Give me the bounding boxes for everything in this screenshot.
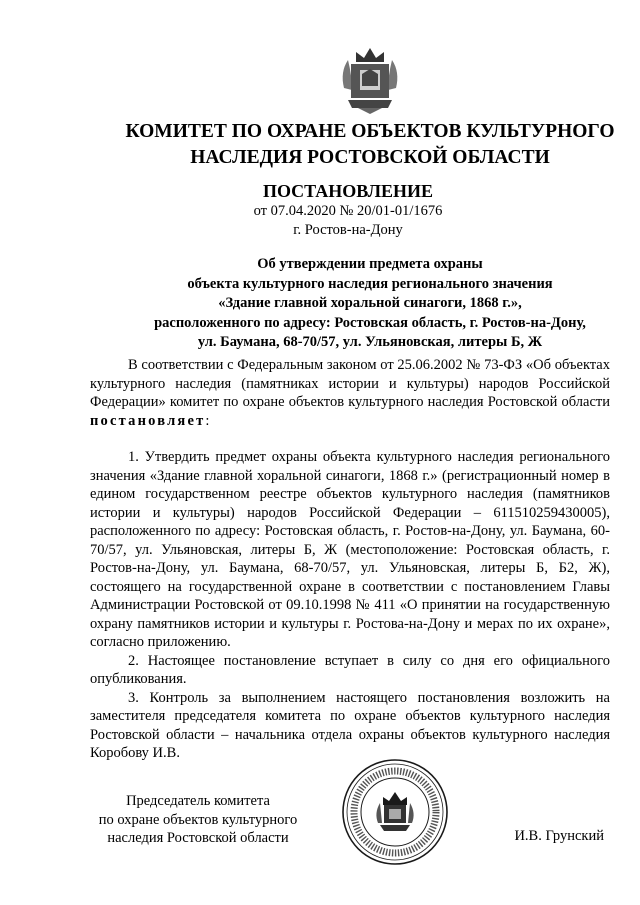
subject-line-2: объекта культурного наследия регионального значения [187,275,553,292]
resolves-word: постановляет [90,412,206,429]
document-city: г. Ростов-на-Дону [293,222,403,238]
item-3-paragraph: 3. Контроль за выполнением настоящего постановления возложить на заместителя председателя комитета по охране объектов культурного наследия Ростовской области – начальника отдела охраны объектов культурного наследия Коробову И.В. [90,689,610,761]
official-stamp [340,757,450,872]
signatory-title-line-3: наследия Ростовской области [107,830,289,846]
document-type: ПОСТАНОВЛЕНИЕ [262,181,434,201]
signatory-title [88,792,308,848]
resolves-suffix: : [205,412,210,429]
document-date-number: от 07.04.2020 № 20/01-01/1676 [253,203,443,219]
subject-line-4: расположенного по адресу: Ростовская область, г. Ростов-на-Дону, [154,314,586,331]
subject-line-1: Об утверждении предмета охраны [257,256,483,272]
document-subject [90,255,640,353]
signatory-name: И.В. Грунский [514,828,604,844]
committee-name-line-1: КОМИТЕТ ПО ОХРАНЕ ОБЪЕКТОВ КУЛЬТУРНОГО [125,121,615,142]
committee-name-line-2: НАСЛЕДИЯ РОСТОВСКОЙ ОБЛАСТИ [190,147,550,168]
subject-line-3: «Здание главной хоральной синагоги, 1868 г.», [218,295,522,311]
preamble-text: В соответствии с Федеральным законом от 25.06.2002 № 73-ФЗ «Об объектах культурного наследия (памятниках истории и культуры) народов Российской Федерации» комитет по охране объектов культурного наследия Ростовской области [90,357,610,410]
signatory-title-line-2: по охране объектов культурного [98,811,298,828]
document-meta [238,202,458,240]
committee-name [100,119,640,171]
item-2-paragraph: 2. Настоящее постановление вступает в силу со дня его официального опубликования. [90,652,610,687]
coat-of-arms-emblem [338,42,402,119]
item-1-paragraph: 1. Утвердить предмет охраны объекта культурного наследия регионального значения «Здание главной хоральной синагоги, 1868 г.» (регистрационный номер в едином государственном реестре объектов культурного наследия (памятников истории и культуры) народов Российской Федерации – 611510259430005), расположенного по адресу: Ростовская область, г. Ростов-на-Дону, ул. Баумана, 60-70/57, ул. Ульяновская, литеры Б, Ж (местоположение: Ростовская область, г. Ростов-на-Дону, ул. Баумана, 68-70/57, ул. Ульяновская, литеры Б, Б2, Ж), состоящего на государственной охране в соответствии с постановлением Главы Администрации Ростовской от 09.10.1998 № 411 «О принятии на государственную охрану памятников истории и культуры г. Ростова-на-Дону и мерах по их охране», согласно приложению. [90,449,610,650]
document-body [90,356,610,763]
subject-line-5: ул. Баумана, 68-70/57, ул. Ульяновская, литеры Б, Ж [197,334,543,350]
preamble-paragraph [90,356,610,430]
signatory-title-line-1: Председатель комитета [126,793,270,809]
